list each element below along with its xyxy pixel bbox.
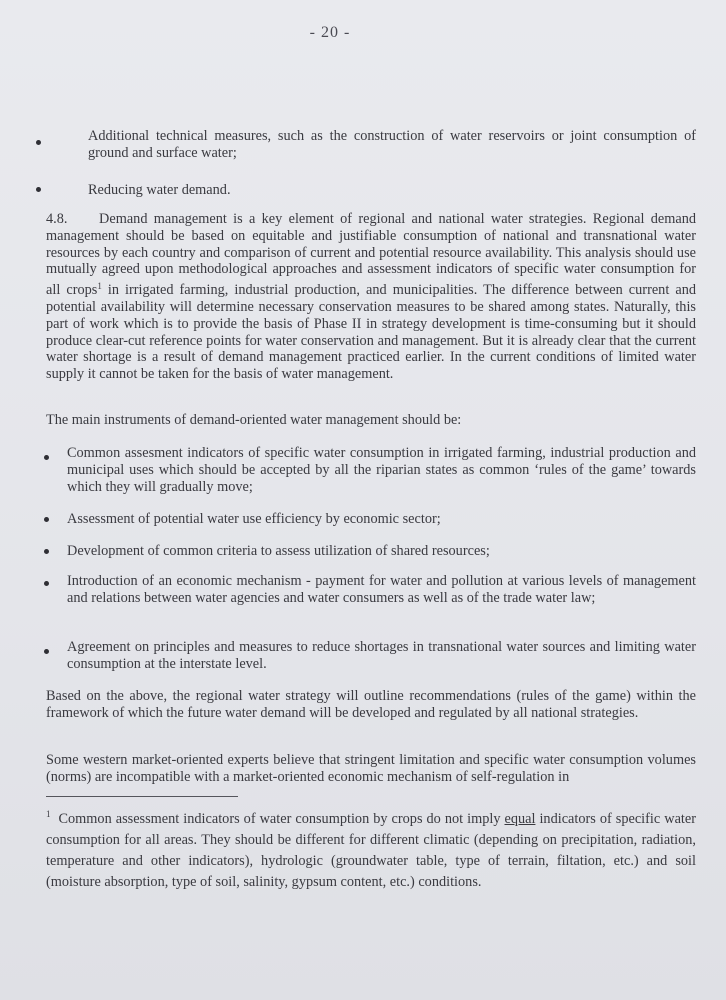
bullet-text: Development of common criteria to assess utilization of shared resources; xyxy=(67,543,490,559)
page-number: - 20 - xyxy=(309,24,351,41)
bullet-text: Introduction of an economic mechanism - payment for water and pollution at various levels of management and relations between water agencies and water consumers as well as of the trade water law; xyxy=(67,573,696,606)
list-item xyxy=(36,573,696,625)
bullet-icon xyxy=(44,581,49,586)
list-item xyxy=(36,182,696,200)
bullet-text: Common assesment indicators of specific water consumption in irrigated farming, industrial production and municipal uses which should be accepted by all the riparian states as common ‘rules of the game’ towards which they will gradually move; xyxy=(67,445,696,495)
bullet-text: Agreement on principles and measures to reduce shortages in transnational water sources and limiting water consumption at the interstate level. xyxy=(67,639,696,672)
bullet-icon xyxy=(36,187,41,192)
instruments-intro: The main instruments of demand-oriented water management should be: xyxy=(46,412,462,428)
paragraph-text: Demand management is a key element of regional and national water strategies. Regional demand management should be based on equitable and justifiable consumption of national and transnational water resources by each country and comparison of current and potential resource availability. This analysis should use mutually agreed upon methodological approaches and assessment indicators of specific water consumption for all crops xyxy=(46,211,696,299)
western-experts-paragraph: Some western market-oriented experts believe that stringent limitation and specific water consumption volumes (norms) are incompatible with a market-oriented economic mechanism of self-regulation in xyxy=(46,752,696,785)
based-on-paragraph: Based on the above, the regional water strategy will outline recommendations (rules of the game) within the framework of which the future water demand will be developed and regulated by all national strategies. xyxy=(46,688,696,721)
paragraph-4-8 xyxy=(46,211,696,383)
footnote-reference: 1 xyxy=(97,281,102,292)
footnote xyxy=(46,804,696,893)
bullet-icon xyxy=(36,140,41,145)
list-item xyxy=(36,511,696,529)
bullet-icon xyxy=(44,517,49,522)
footnote-underlined-word: equal xyxy=(504,811,536,827)
list-item xyxy=(36,128,696,164)
footnote-text: Common assessment indicators of water consumption by crops do not imply xyxy=(58,811,505,827)
footnote-text-cont: indicators of specific water consumption for all areas. They should be different for different climatic (depending on precipitation, radiation, temperature and other indicators), hydrologic (groundwater table, type of terrain, filtation, etc.) and soil (moisture absorption, type of soil, salinity, gypsum content, etc.) conditions. xyxy=(46,811,696,890)
footnote-divider xyxy=(46,796,238,797)
list-item xyxy=(36,543,696,561)
bullet-text: Assessment of potential water use efficiency by economic sector; xyxy=(67,511,441,527)
bullet-text: Reducing water demand. xyxy=(88,182,231,198)
bullet-text: Additional technical measures, such as the construction of water reservoirs or joint consumption of ground and surface water; xyxy=(88,128,696,161)
list-item xyxy=(36,445,696,497)
paragraph-number: 4.8. xyxy=(46,211,68,227)
bullet-icon xyxy=(44,549,49,554)
list-item xyxy=(36,639,696,675)
paragraph-text-cont: in irrigated farming, industrial production, and municipalities. The difference between current and potential availability will determine necessary conservation measures to be shared among states. Naturally, this part of work which is to provide the basis of Phase II in strategy development is time-consuming but it should produce clear-cut reference points for water conservation and management. But it is already clear that the current water shortage is a result of demand management practiced earlier. In the current conditions of limited water supply it cannot be taken for the basis of water management. xyxy=(46,282,696,383)
bullet-icon xyxy=(44,455,49,460)
footnote-mark: 1 xyxy=(46,809,51,819)
bullet-icon xyxy=(44,649,49,654)
